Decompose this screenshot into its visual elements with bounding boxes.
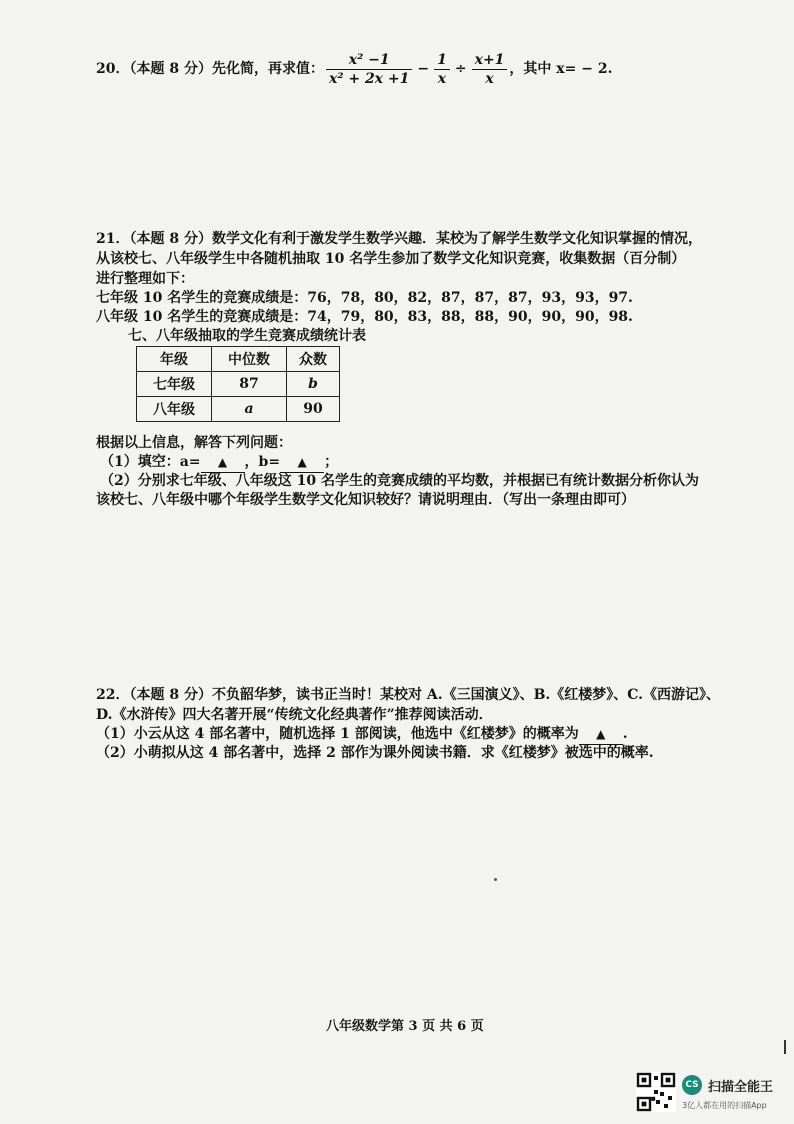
- table-cell: 87: [212, 372, 287, 397]
- q22-p1-end: .: [622, 726, 628, 742]
- table-cell: 90: [287, 397, 340, 422]
- q21-part-2-line-2: 该校七、八年级中哪个年级学生数学文化知识较好？请说明理由．（写出一条理由即可）: [96, 492, 635, 508]
- q21-line-1: 21．（本题 8 分）数学文化有利于激发学生数学兴趣．某校为了解学生数学文化知识掌握的情况，: [96, 231, 702, 247]
- q21-part-2-line-1: （2）分别求七年级、八年级这 10 名学生的竞赛成绩的平均数，并根据已有统计数据分析你认为: [100, 473, 699, 489]
- table-row: [137, 397, 340, 422]
- qr-code-icon: [636, 1072, 676, 1112]
- triangle-icon: ▲: [297, 455, 307, 469]
- table-header-cell: 众数: [287, 347, 340, 372]
- q21-p1-mid: ，b=: [244, 454, 281, 470]
- table-cell: 七年级: [137, 372, 212, 397]
- q22-line-1: 22．（本题 8 分）不负韶华梦，读书正当时！某校对 A.《三国演义》、B.《红楼梦》、C.《西游记》、: [96, 687, 721, 703]
- table-cell: 八年级: [137, 397, 212, 422]
- q20-f2-denominator: x: [437, 70, 447, 87]
- q21-table-title: 七、八年级抽取的学生竞赛成绩统计表: [128, 328, 366, 344]
- table-header-row: [137, 347, 340, 372]
- q21-line-2: 从该校七、八年级学生中各随机抽取 10 名学生参加了数学文化知识竞赛，收集数据（百分制）: [96, 251, 686, 267]
- q20-f1-denominator: x² + 2x +1: [328, 70, 410, 87]
- q22-part-2: （2）小萌拟从这 4 部名著中，选择 2 部作为课外阅读书籍．求《红楼梦》被选中的概率.: [96, 745, 654, 761]
- q21-line-3: 进行整理如下：: [96, 271, 194, 287]
- q20-fraction-1: [326, 51, 412, 88]
- table-cell: a: [212, 397, 287, 422]
- q20-f3-numerator: x+1: [472, 51, 508, 70]
- q21-grade7-scores: 七年级 10 名学生的竞赛成绩是：76，78，80，82，87，87，87，93，93，97.: [96, 290, 633, 306]
- table-header-cell: 中位数: [212, 347, 287, 372]
- triangle-icon: ▲: [217, 455, 228, 469]
- q20-fraction-2: [434, 51, 450, 88]
- page-footer: 八年级数学第 3 页 共 6 页: [326, 1019, 484, 1034]
- q20-prefix: 20．（本题 8 分）先化简，再求值：: [96, 61, 324, 77]
- table-row: [137, 372, 340, 397]
- q20-f3-denominator: x: [485, 70, 494, 87]
- answer-blank-probability: [579, 724, 623, 745]
- q21-p1-label: （1）填空：a=: [100, 454, 201, 470]
- q21-instruction: 根据以上信息，解答下列问题：: [96, 435, 292, 451]
- cs-logo-icon: CS: [682, 1075, 702, 1095]
- q22-p1-label: （1）小云从这 4 部名著中，随机选择 1 部阅读，他选中《红楼梦》的概率为: [96, 726, 579, 742]
- q22-part-1: [96, 724, 628, 745]
- question-20: [96, 44, 612, 94]
- statistics-table: [136, 346, 340, 422]
- table-header-cell: 年级: [137, 347, 212, 372]
- answer-blank-a: [201, 452, 245, 473]
- triangle-icon: ▲: [596, 727, 606, 741]
- scanner-tagline: 3亿人都在用的扫描App: [682, 1101, 767, 1110]
- scan-speck: [494, 878, 497, 881]
- q20-f2-numerator: 1: [434, 51, 450, 70]
- q22-line-2: D.《水浒传》四大名著开展“传统文化经典著作”推荐阅读活动．: [96, 707, 493, 723]
- scanner-name: 扫描全能王: [708, 1079, 774, 1095]
- q21-p1-end: ；: [324, 454, 339, 470]
- scanner-brand: [682, 1075, 773, 1095]
- scan-mark: [784, 1040, 786, 1054]
- q20-fraction-3: [472, 51, 508, 88]
- q20-suffix: ，其中 x= − 2.: [509, 61, 613, 77]
- q20-f1-numerator: x² −1: [326, 51, 412, 70]
- answer-blank-b: [280, 452, 324, 473]
- table-cell: b: [287, 372, 340, 397]
- q20-minus-sign: −: [417, 61, 430, 77]
- q20-divide-sign: ÷: [454, 61, 467, 77]
- q21-part-1: [100, 452, 338, 473]
- q21-grade8-scores: 八年级 10 名学生的竞赛成绩是：74，79，80，83，88，88，90，90，90，98.: [96, 309, 633, 325]
